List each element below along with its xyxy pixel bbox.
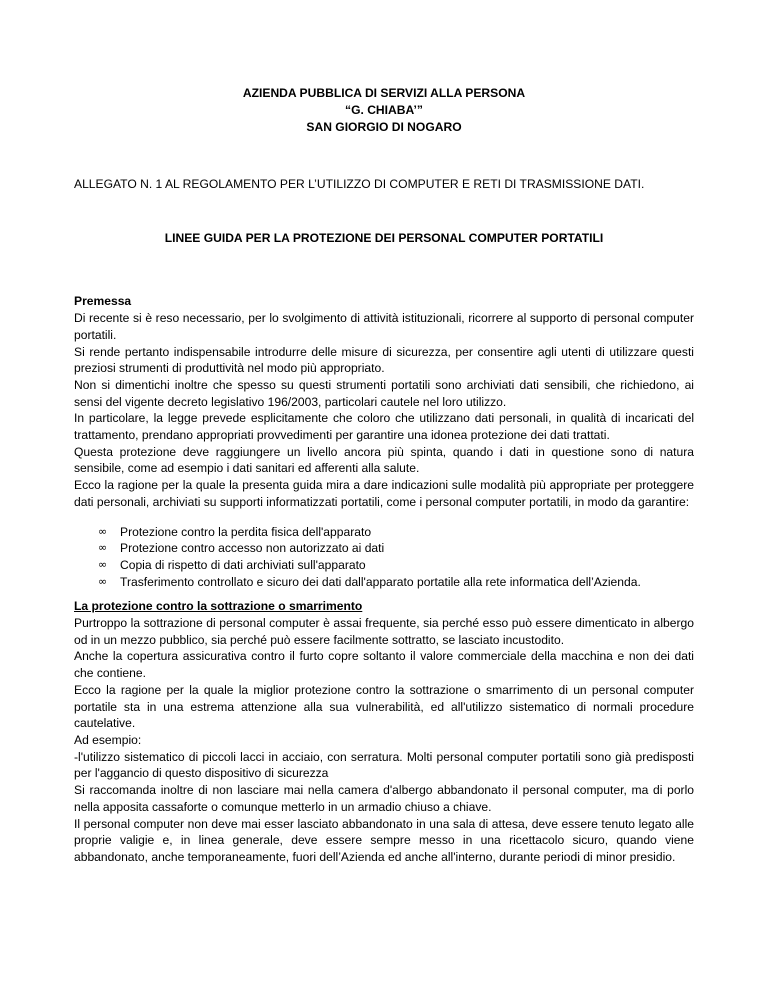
- list-item-text: Protezione contro accesso non autorizzato ai dati: [120, 541, 385, 556]
- document-title: LINEE GUIDA PER LA PROTEZIONE DEI PERSONAL COMPUTER PORTATILI: [164, 230, 604, 245]
- organization-name: AZIENDA PUBBLICA DI SERVIZI ALLA PERSONA: [242, 86, 526, 100]
- document-header: [74, 85, 694, 136]
- paragraph: Il personal computer non deve mai esser lasciato abbandonato in una sala di attesa, deve essere tenuto legato alle proprie valigie e, in linea generale, deve essere sempre messo in una ricettacolo sicuro, quando viene abbandonato, anche temporaneamente, fuori dell’Azienda ed anche all'interno, durante periodi di minor presidio.: [74, 816, 694, 864]
- list-item-text: Copia di rispetto di dati archiviati sull'apparato: [120, 557, 366, 572]
- infinity-bullet-icon: ∞: [98, 557, 108, 571]
- paragraph: Non si dimentichi inoltre che spesso su questi strumenti portatili sono archiviati dati sensibili, che richiedono, ai sensi del vigente decreto legislativo 196/2003, particolari cautele nel loro utilizzo.: [74, 377, 694, 409]
- paragraph: Ad esempio:: [74, 732, 142, 747]
- section-heading: Premessa: [74, 294, 132, 309]
- paragraph: Ecco la ragione per la quale la presenta guida mira a dare indicazioni sulle modalità più appropriate per proteggere dati personali, archiviati su supporti informatizzati portatili, come i personal computer portatili, in modo da garantire:: [74, 478, 694, 509]
- organization-location: SAN GIORGIO DI NOGARO: [306, 120, 462, 134]
- list-item-text: Trasferimento controllato e sicuro dei dati dall'apparato portatile alla rete informatica dell’Azienda.: [120, 574, 641, 589]
- paragraph: Ecco la ragione per la quale la miglior protezione contro la sottrazione o smarrimento di un personal computer portatile sta in una estrema attenzione alla sua vulnerabilità, ed all'utilizzo sistematico di normali procedure cautelative.: [74, 682, 694, 731]
- list-item-text: Protezione contro la perdita fisica dell'apparato: [120, 524, 372, 539]
- paragraph: -l'utilizzo sistematico di piccoli lacci in acciaio, con serratura. Molti personal computer portatili sono già predisposti per l'aggancio di questo dispositivo di sicurezza: [74, 749, 694, 781]
- paragraph: Purtroppo la sottrazione di personal computer è assai frequente, sia perché esso può essere dimenticato in albergo od in un mezzo pubblico, sia perché può essere facilmente sottratto, se lasciato incustodito.: [74, 616, 694, 647]
- section-protezione-sottrazione: [74, 598, 694, 865]
- paragraph: Questa protezione deve raggiungere un livello ancora più spinta, quando i dati in questione sono di natura sensibile, come ad esempio i dati sanitari ed afferenti alla salute.: [74, 444, 694, 476]
- annex-reference: ALLEGATO N. 1 AL REGOLAMENTO PER L’UTILIZZO DI COMPUTER E RETI DI TRASMISSIONE DATI.: [74, 177, 645, 191]
- bullet-list: [74, 524, 694, 591]
- paragraph: Di recente si è reso necessario, per lo svolgimento di attività istituzionali, ricorrere al supporto di personal computer portatili.: [74, 311, 694, 342]
- list-item: [98, 540, 694, 557]
- infinity-bullet-icon: ∞: [98, 541, 108, 555]
- section-premessa: [74, 293, 694, 590]
- paragraph: Anche la copertura assicurativa contro il furto copre soltanto il valore commerciale della macchina e non dei dati che contiene.: [74, 649, 694, 681]
- list-item: [98, 574, 694, 591]
- section-heading: La protezione contro la sottrazione o smarrimento: [74, 599, 363, 614]
- paragraph: In particolare, la legge prevede esplicitamente che coloro che utilizzano dati personali, in qualità di incaricati del trattamento, prendano appropriati provvedimenti per garantire una idonea protezione dei dati trattati.: [74, 411, 694, 443]
- infinity-bullet-icon: ∞: [98, 574, 108, 588]
- paragraph: Si rende pertanto indispensabile introdurre delle misure di sicurezza, per consentire agli utenti di utilizzare questi preziosi strumenti di produttività nel modo più appropriato.: [74, 344, 694, 376]
- paragraph: Si raccomanda inoltre di non lasciare mai nella camera d'albergo abbandonato il personal computer, ma di porlo nella apposita cassaforte o comunque metterlo in un armadio chiuso a chiave.: [74, 783, 694, 814]
- list-item: [98, 557, 694, 574]
- organization-short-name: “G. CHIABA’”: [345, 103, 423, 117]
- list-item: [98, 524, 694, 541]
- infinity-bullet-icon: ∞: [98, 524, 108, 538]
